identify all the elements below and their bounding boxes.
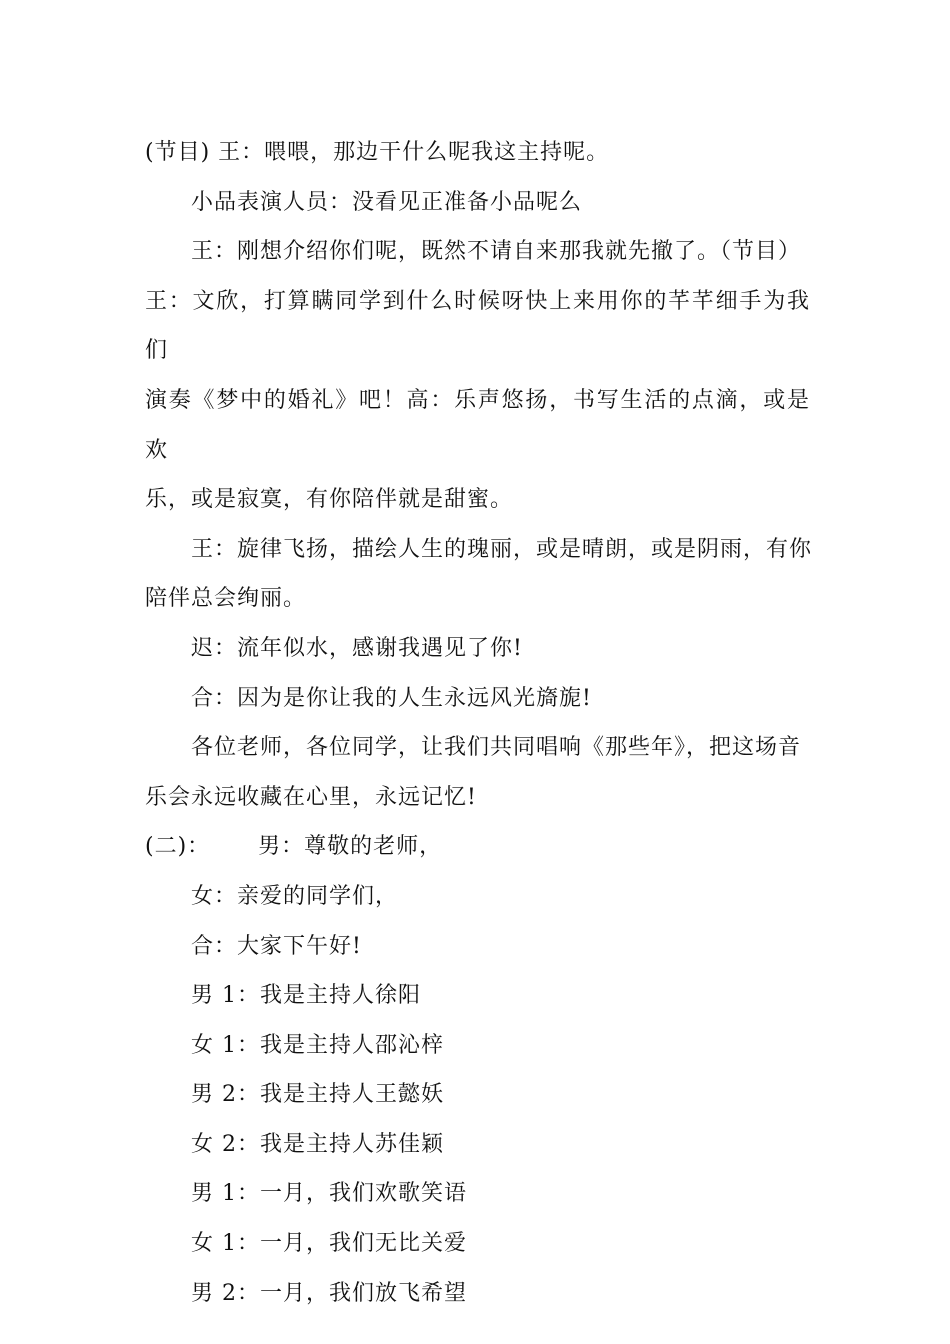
paragraph-line: 各位老师，各位同学，让我们共同唱响《那些年》，把这场音 <box>191 735 802 761</box>
dialogue-line: 男 2：一月，我们放飞希望 <box>191 1280 467 1306</box>
dialogue-line: 男 2：我是主持人王懿妖 <box>191 1082 444 1108</box>
dialogue-line: 合：大家下午好! <box>191 933 362 959</box>
document-body <box>145 128 813 1318</box>
section-two-heading <box>145 822 810 872</box>
dialogue-line: 女 1：一月，我们无比关爱 <box>191 1231 467 1257</box>
section-marker: (二)： <box>145 834 211 860</box>
paragraph-line: 乐，或是寂寞，有你陪伴就是甜蜜。 <box>145 487 514 513</box>
paragraph-line: 陪伴总会绚丽。 <box>145 586 307 612</box>
paragraph-line <box>145 277 810 376</box>
paragraph-line: 合：因为是你让我的人生永远风光旖旎! <box>191 685 592 711</box>
dialogue-line: 男 1：一月，我们欢歌笑语 <box>191 1181 467 1207</box>
paragraph-line: 王：旋律飞扬，描绘人生的瑰丽，或是晴朗，或是阴雨，有你 <box>191 536 813 562</box>
justified-text: 王：文欣，打算瞒同学到什么时候呀快上来用你的芊芊细手为我们 <box>145 288 810 364</box>
dialogue-line: 女 1：我是主持人邵沁梓 <box>191 1032 444 1058</box>
dialogue-line: 女：亲爱的同学们， <box>191 883 399 909</box>
dialogue-line: 男：尊敬的老师， <box>258 834 443 860</box>
dialogue-line: 女 2：我是主持人苏佳颖 <box>191 1131 444 1157</box>
paragraph-line: 迟：流年似水，感谢我遇见了你! <box>191 635 523 661</box>
dialogue-line: 男 1：我是主持人徐阳 <box>191 983 421 1009</box>
justified-text: 演奏《梦中的婚礼》吧！高：乐声悠扬，书写生活的点滴，或是欢 <box>145 387 810 463</box>
paragraph-line: (节目) 王：喂喂，那边干什么呢我这主持呢。 <box>145 140 610 165</box>
paragraph-line <box>145 376 810 475</box>
paragraph-line: 乐会永远收藏在心里，永远记忆! <box>145 784 477 810</box>
paragraph-line: 小品表演人员：没看见正准备小品呢么 <box>191 189 583 215</box>
paragraph-line: 王：刚想介绍你们呢，既然不请自来那我就先撤了。（节目） <box>191 239 802 265</box>
